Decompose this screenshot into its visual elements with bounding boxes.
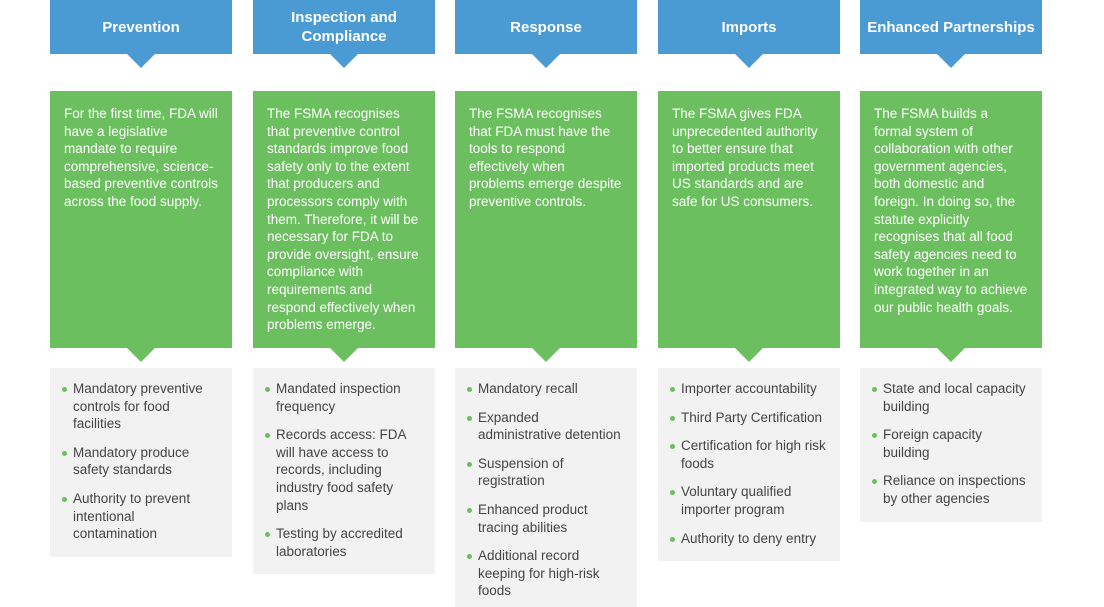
diagram-column	[860, 0, 1042, 506]
column-title: Enhanced Partnerships	[860, 0, 1042, 54]
list-item: Additional record keeping for high-risk foods	[465, 547, 625, 600]
column-header	[455, 0, 637, 54]
list-item: Authority to deny entry	[668, 530, 828, 548]
column-header	[860, 0, 1042, 54]
column-header	[658, 0, 840, 54]
list-item: Third Party Certification	[668, 409, 828, 427]
bullet-list	[860, 368, 1042, 522]
list-item: Mandated inspection frequency	[263, 380, 423, 415]
header-down-arrow-icon	[127, 54, 155, 68]
list-item: Mandatory produce safety standards	[60, 444, 220, 479]
list-item: Authority to prevent intentional contamination	[60, 490, 220, 543]
column-description: For the first time, FDA will have a legislative mandate to require comprehensive, science-based preventive controls across the food supply.	[50, 91, 232, 348]
diagram-column	[455, 0, 637, 599]
list-item: Expanded administrative detention	[465, 409, 625, 444]
list-item: Records access: FDA will have access to records, including industry food safety plans	[263, 426, 423, 514]
list-item: Reliance on inspections by other agencies	[870, 472, 1030, 507]
column-header	[50, 0, 232, 54]
column-description-block	[860, 91, 1042, 348]
header-down-arrow-icon	[330, 54, 358, 68]
bullet-list	[50, 368, 232, 557]
list-item: Importer accountability	[668, 380, 828, 398]
column-description: The FSMA builds a formal system of collaboration with other government agencies, both domestic and foreign. In doing so, the statute explicitly recognises that all food safety agencies need to work together in an integrated way to achieve our public health goals.	[860, 91, 1042, 348]
bullet-list	[658, 368, 840, 561]
list-item: Suspension of registration	[465, 455, 625, 490]
column-bullet-block	[253, 368, 435, 574]
description-down-arrow-icon	[127, 348, 155, 362]
column-description-block	[658, 91, 840, 348]
diagram-column	[50, 0, 232, 542]
bullet-list	[253, 368, 435, 574]
column-bullet-block	[455, 368, 637, 607]
column-description: The FSMA gives FDA unprecedented authority to better ensure that imported products meet US standards and are safe for US consumers.	[658, 91, 840, 348]
column-description-block	[455, 91, 637, 348]
column-description: The FSMA recognises that FDA must have the tools to respond effectively when problems emerge despite preventive controls.	[455, 91, 637, 348]
diagram-column	[658, 0, 840, 546]
list-item: Enhanced product tracing abilities	[465, 501, 625, 536]
description-down-arrow-icon	[330, 348, 358, 362]
description-down-arrow-icon	[532, 348, 560, 362]
list-item: State and local capacity building	[870, 380, 1030, 415]
column-bullet-block	[658, 368, 840, 561]
column-bullet-block	[50, 368, 232, 557]
column-title: Inspection and Compliance	[253, 0, 435, 54]
column-title: Prevention	[50, 0, 232, 54]
column-title: Response	[455, 0, 637, 54]
list-item: Testing by accredited laboratories	[263, 525, 423, 560]
list-item: Mandatory recall	[465, 380, 625, 398]
list-item: Mandatory preventive controls for food facilities	[60, 380, 220, 433]
bullet-list	[455, 368, 637, 607]
list-item: Foreign capacity building	[870, 426, 1030, 461]
header-down-arrow-icon	[735, 54, 763, 68]
list-item: Voluntary qualified importer program	[668, 483, 828, 518]
column-bullet-block	[860, 368, 1042, 522]
description-down-arrow-icon	[735, 348, 763, 362]
column-description: The FSMA recognises that preventive control standards improve food safety only to the extent that producers and processors comply with them. Therefore, it will be necessary for FDA to provide oversight, ensure compliance with requirements and respond effectively when problems emerge.	[253, 91, 435, 348]
list-item: Certification for high risk foods	[668, 437, 828, 472]
column-header	[253, 0, 435, 54]
header-down-arrow-icon	[532, 54, 560, 68]
column-description-block	[253, 91, 435, 348]
diagram-column	[253, 0, 435, 559]
header-down-arrow-icon	[937, 54, 965, 68]
description-down-arrow-icon	[937, 348, 965, 362]
column-description-block	[50, 91, 232, 348]
column-title: Imports	[658, 0, 840, 54]
